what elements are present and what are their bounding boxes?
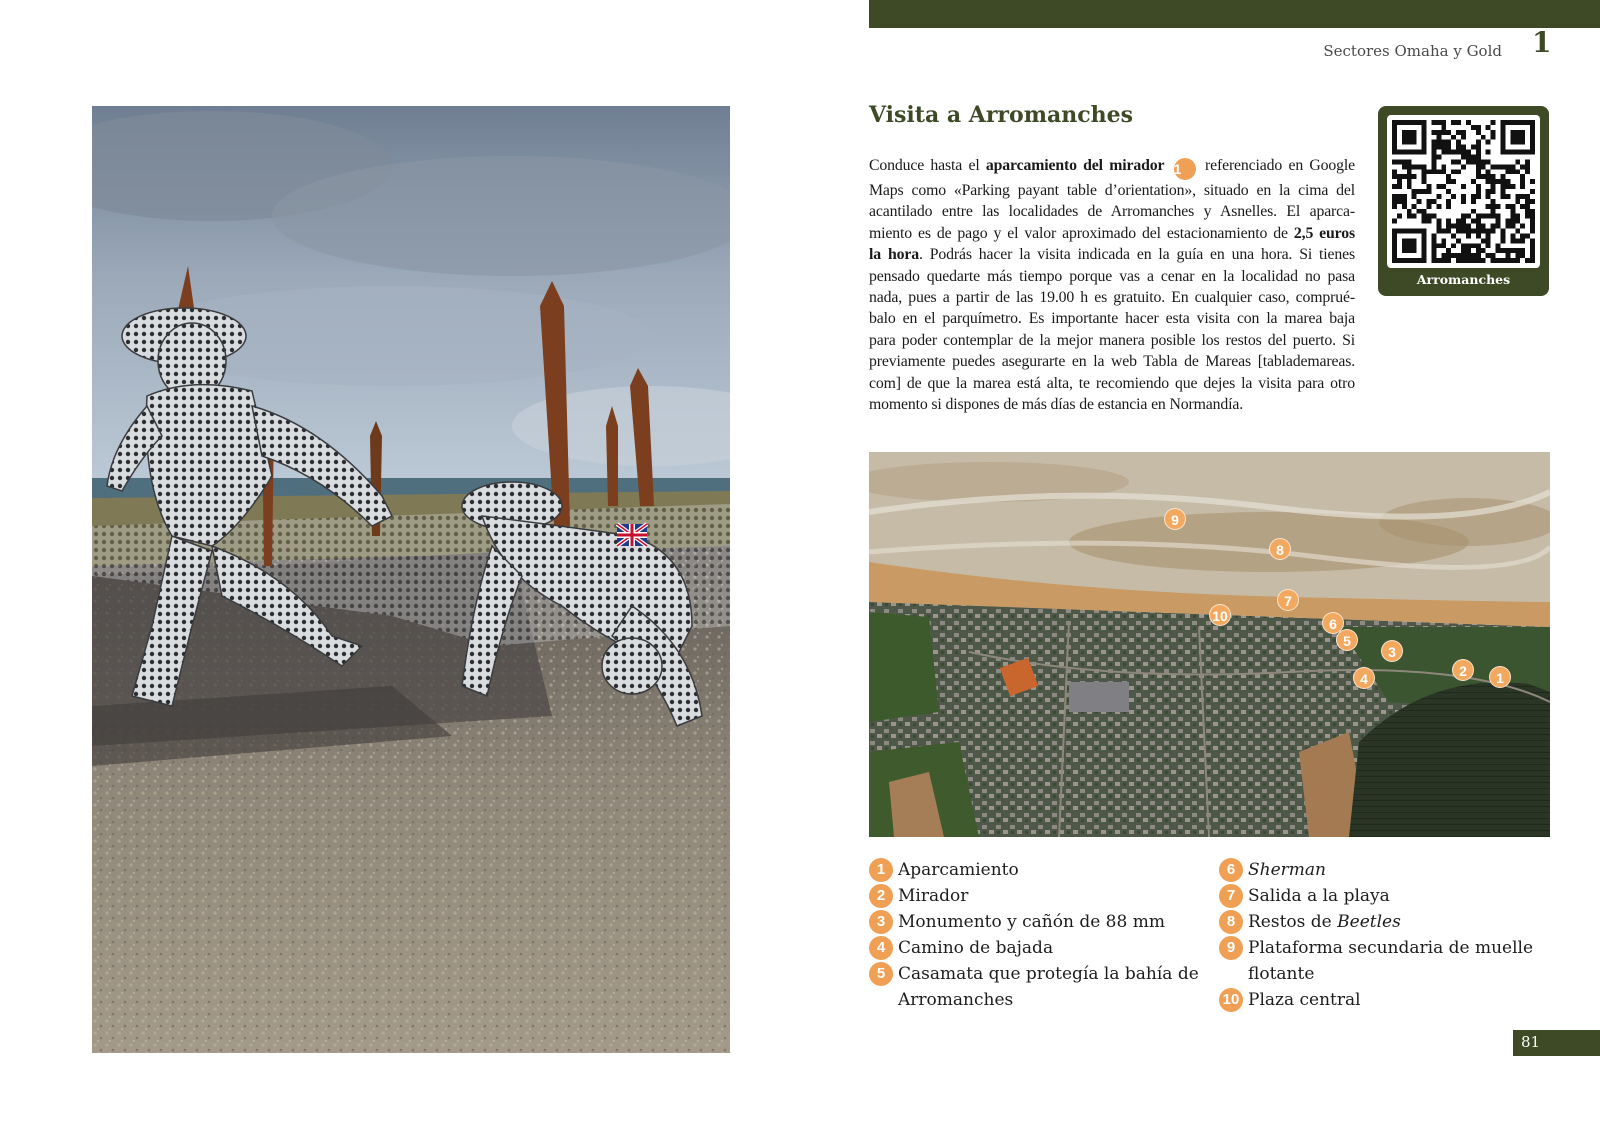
body-bold-run: la hora [869,246,919,264]
map-pin-5: 5 [1336,629,1358,651]
map-legend-left [869,857,1209,1013]
legend-marker-icon: 8 [1219,910,1243,934]
qr-code-icon [1392,120,1535,263]
map-legend-right [1219,857,1559,1013]
legend-item [1219,909,1559,935]
body-line: momento si dispones de más días de estancia en Normandía. [869,396,1243,414]
body-line: acantilado entre las localidades de Arromanches y Asnelles. El aparca- [869,203,1355,221]
map-pin-7: 7 [1277,589,1299,611]
aerial-map [869,452,1550,837]
legend-label: Sherman [1248,860,1326,880]
qr-card[interactable] [1378,106,1549,296]
map-pin-8: 8 [1269,538,1291,560]
legend-label [1248,909,1559,935]
page-number: 81 [1521,1033,1541,1051]
legend-label-text: Restos de [1248,912,1338,932]
legend-item [869,909,1209,935]
body-text-run: miento es de pago y el valor aproximado del estacionamiento de [869,224,1294,242]
qr-code-frame [1387,115,1540,268]
body-line [869,223,1355,244]
body-bold-run: 2,5 euros [1293,224,1356,242]
body-line: com] de que la marea está alta, te recomiendo que dejes la visita para otro [869,374,1355,392]
page-number-box [1513,1030,1600,1056]
legend-item [869,961,1209,1013]
legend-label: Salida a la playa [1248,886,1390,906]
legend-item [1219,987,1559,1013]
body-line: Maps como «Parking payant table d’orientation», situado en la cima del [869,182,1355,199]
body-text-run: referenciado en Google [1198,157,1355,174]
map-pin-4: 4 [1353,667,1375,689]
legend-label: Plaza central [1248,990,1361,1010]
body-text-run: Conduce hasta el [869,157,986,174]
legend-marker-icon: 6 [1219,858,1243,882]
map-pin-1: 1 [1489,666,1511,688]
legend-label: Casamata que protegía la bahía de Arromanches [898,964,1199,1010]
body-line [869,244,1355,265]
body-line [869,155,1355,180]
body-bold-run: aparcamiento del mirador [985,157,1165,174]
qr-caption: Arromanches [1416,272,1511,287]
running-head: Sectores Omaha y Gold [1323,42,1502,60]
sculpture-photo-image [92,106,730,1053]
body-line: balo en el parquímetro. Es importante hacer esta visita con la marea baja [869,310,1355,328]
legend-marker-icon: 10 [1219,988,1243,1012]
legend-marker-icon: 4 [869,936,893,960]
legend-label-italic: Beetles [1337,912,1401,932]
legend-label: Aparcamiento [898,860,1019,880]
legend-marker-icon: 2 [869,884,893,908]
legend-marker-icon: 9 [1219,936,1243,960]
map-pin-2: 2 [1452,659,1474,681]
body-line: previamente puedes asegurarte en la web Tabla de Mareas [tablademareas. [869,353,1355,371]
legend-label: Mirador [898,886,969,906]
section-title: Visita a Arromanches [869,102,1133,128]
aerial-map-image [869,452,1550,837]
legend-marker-icon: 1 [869,858,893,882]
legend-item [1219,935,1559,987]
legend-item [1219,883,1559,909]
map-marker-icon: 1 [1174,158,1196,180]
legend-label: Plataforma secundaria de muelle flotante [1248,938,1534,984]
body-line: nada, pues a partir de las 19.00 h es gratuito. En cualquier caso, comprué- [869,289,1355,307]
legend-marker-icon: 3 [869,910,893,934]
body-line: para poder contemplar de la mejor manera posible los restos del puerto. Si [869,331,1355,349]
map-pin-9: 9 [1164,508,1186,530]
legend-item [869,935,1209,961]
legend-label: Camino de bajada [898,938,1054,958]
map-pin-10: 10 [1209,604,1231,626]
map-pin-3: 3 [1381,640,1403,662]
legend-item [869,857,1209,883]
legend-marker-icon: 5 [869,962,893,986]
legend-label: Monumento y cañón de 88 mm [898,912,1165,932]
legend-marker-icon: 7 [1219,884,1243,908]
map-pin-6: 6 [1322,612,1344,634]
top-accent-bar [869,0,1600,28]
legend-item [869,883,1209,909]
legend-item [1219,857,1559,883]
body-paragraph [869,155,1355,415]
body-text-run: . Podrás hacer la visita indicada en la guía en una hora. Si tienes [918,246,1355,264]
chapter-number: 1 [1532,26,1552,59]
sculpture-photo [92,106,730,1053]
body-line: pensado quedarte más tiempo porque vas a cenar en la localidad no pasa [869,267,1355,285]
